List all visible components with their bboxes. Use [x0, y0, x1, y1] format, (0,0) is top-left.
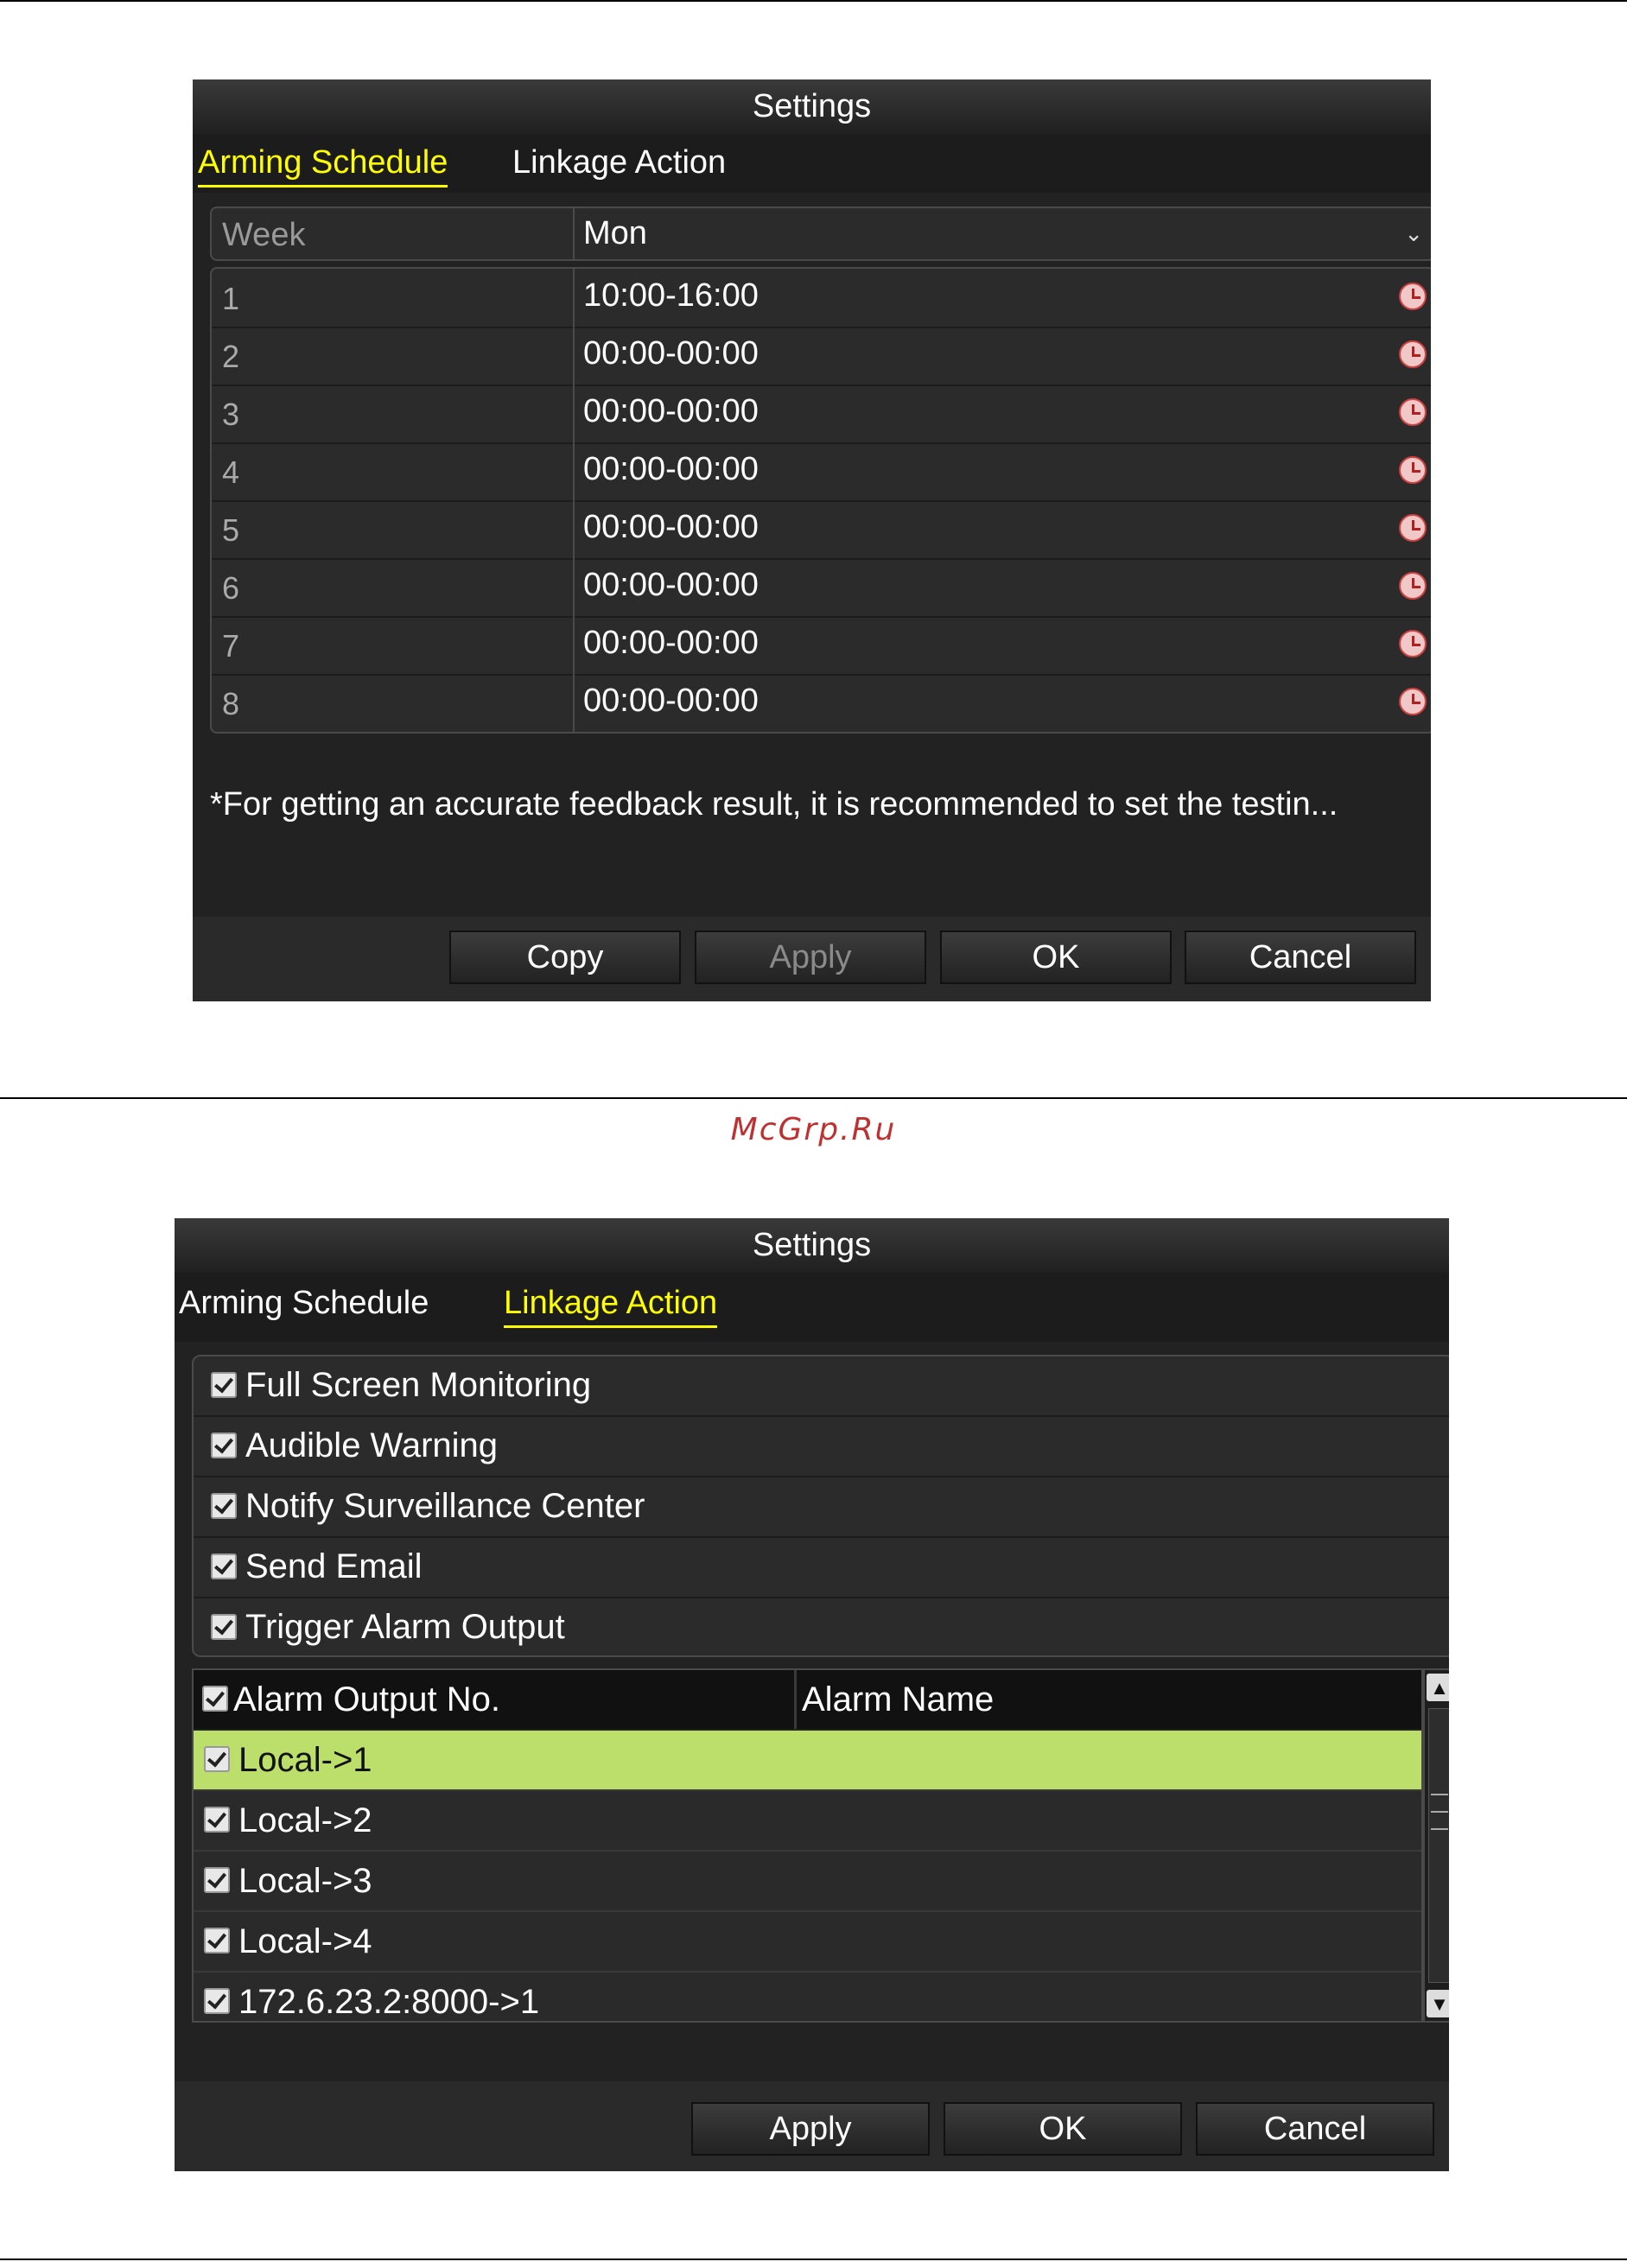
slot-index: 3	[222, 397, 240, 432]
action-label: Notify Surveillance Center	[245, 1487, 645, 1525]
slot-time-field[interactable]	[573, 674, 1431, 732]
schedule-slot-list	[210, 267, 1431, 734]
checkbox-checked-icon[interactable]	[211, 1614, 237, 1640]
checkbox-checked-icon[interactable]	[211, 1493, 237, 1519]
scroll-up-icon[interactable]: ▲	[1427, 1674, 1449, 1701]
table-row[interactable]	[194, 1791, 1421, 1852]
checkbox-checked-icon[interactable]	[204, 1928, 230, 1954]
scrollbar-track[interactable]	[1428, 1708, 1449, 1983]
slot-index: 5	[222, 512, 240, 548]
tab-bar	[193, 134, 1431, 193]
cancel-button[interactable]: Cancel	[1185, 931, 1416, 984]
settings-dialog-arming-schedule	[193, 79, 1431, 1001]
slot-time-field[interactable]	[573, 384, 1431, 442]
slot-time-field[interactable]	[573, 442, 1431, 500]
slot-index: 2	[222, 339, 240, 374]
scrollbar-thumb[interactable]	[1429, 1778, 1449, 1865]
schedule-slot-row	[212, 327, 1431, 386]
action-label: Send Email	[245, 1547, 423, 1585]
apply-button[interactable]: Apply	[691, 2102, 930, 2156]
slot-time-field[interactable]	[573, 500, 1431, 558]
action-full-screen-monitoring[interactable]	[194, 1356, 1449, 1417]
scroll-down-icon[interactable]: ▼	[1427, 1990, 1449, 2017]
table-row[interactable]	[194, 1731, 1421, 1791]
slot-index: 4	[222, 454, 240, 490]
slot-index: 8	[222, 686, 240, 721]
watermark-text: McGrp.Ru	[730, 1112, 897, 1147]
select-all-checkbox[interactable]	[202, 1686, 228, 1712]
top-page-rule	[0, 0, 1627, 2]
slot-time-field[interactable]	[573, 558, 1431, 616]
tab-arming-schedule[interactable]: Arming Schedule	[179, 1285, 429, 1321]
week-value: Mon	[583, 215, 647, 251]
action-trigger-alarm-output[interactable]	[194, 1598, 1449, 1657]
bottom-page-rule	[0, 2258, 1627, 2260]
action-label: Full Screen Monitoring	[245, 1366, 592, 1404]
tab-arming-schedule[interactable]: Arming Schedule	[198, 144, 448, 187]
checkbox-checked-icon[interactable]	[211, 1372, 237, 1398]
table-row[interactable]	[194, 1852, 1421, 1912]
slot-time-value: 00:00-00:00	[583, 683, 759, 719]
cancel-button[interactable]: Cancel	[1196, 2102, 1434, 2156]
table-header	[194, 1670, 1421, 1729]
checkbox-checked-icon[interactable]	[204, 1988, 230, 2014]
apply-button[interactable]: Apply	[695, 931, 926, 984]
action-label: Trigger Alarm Output	[245, 1608, 565, 1646]
clock-icon[interactable]	[1399, 514, 1427, 542]
dialog-title: Settings	[175, 1218, 1449, 1273]
slot-time-value: 00:00-00:00	[583, 393, 759, 429]
output-no-cell: Local->3	[238, 1862, 372, 1900]
copy-button[interactable]: Copy	[449, 931, 681, 984]
table-row[interactable]	[194, 1973, 1421, 2023]
schedule-slot-row	[212, 616, 1431, 676]
column-header-alarm-name-cell	[794, 1670, 1421, 1729]
slot-time-field[interactable]	[573, 269, 1431, 327]
ok-button[interactable]: OK	[944, 2102, 1182, 2156]
action-send-email[interactable]	[194, 1538, 1449, 1598]
checkbox-checked-icon[interactable]	[204, 1867, 230, 1893]
chevron-down-icon: ⌄	[1404, 220, 1423, 246]
table-row[interactable]	[194, 1912, 1421, 1973]
column-header-output-no: Alarm Output No.	[233, 1680, 501, 1718]
slot-time-field[interactable]	[573, 616, 1431, 674]
clock-icon[interactable]	[1399, 283, 1427, 310]
clock-icon[interactable]	[1399, 630, 1427, 658]
button-bar	[193, 917, 1431, 1001]
schedule-slot-row	[212, 558, 1431, 618]
checkbox-checked-icon[interactable]	[211, 1553, 237, 1579]
slot-time-value: 00:00-00:00	[583, 567, 759, 603]
tab-bar	[175, 1273, 1449, 1342]
slot-time-value: 10:00-16:00	[583, 277, 759, 314]
button-bar	[175, 2081, 1449, 2171]
schedule-slot-row	[212, 269, 1431, 328]
output-no-cell: Local->4	[238, 1922, 372, 1960]
checkbox-checked-icon[interactable]	[204, 1746, 230, 1772]
schedule-slot-row	[212, 442, 1431, 502]
slot-index: 1	[222, 281, 240, 316]
column-header-alarm-name: Alarm Name	[802, 1680, 995, 1718]
output-no-cell: Local->1	[238, 1741, 372, 1779]
week-dropdown[interactable]	[573, 208, 1431, 259]
slot-time-value: 00:00-00:00	[583, 509, 759, 545]
action-label: Audible Warning	[245, 1426, 499, 1464]
ok-button[interactable]: OK	[940, 931, 1172, 984]
linkage-action-list	[192, 1355, 1449, 1657]
tab-linkage-action[interactable]: Linkage Action	[504, 1285, 717, 1328]
slot-time-value: 00:00-00:00	[583, 335, 759, 372]
slot-time-value: 00:00-00:00	[583, 625, 759, 661]
clock-icon[interactable]	[1399, 688, 1427, 715]
schedule-slot-row	[212, 500, 1431, 560]
clock-icon[interactable]	[1399, 456, 1427, 484]
table-scrollbar[interactable]	[1423, 1668, 1449, 2023]
output-no-cell: 172.6.23.2:8000->1	[238, 1983, 540, 2021]
schedule-slot-row	[212, 674, 1431, 732]
schedule-slot-row	[212, 384, 1431, 444]
checkbox-checked-icon[interactable]	[211, 1433, 237, 1458]
output-no-cell: Local->2	[238, 1801, 372, 1839]
week-selector-row	[210, 206, 1431, 261]
dialog-title: Settings	[193, 79, 1431, 134]
alarm-output-table	[192, 1668, 1423, 2023]
slot-index: 6	[222, 570, 240, 606]
clock-icon[interactable]	[1399, 572, 1427, 600]
slot-time-value: 00:00-00:00	[583, 451, 759, 487]
tab-linkage-action[interactable]: Linkage Action	[512, 144, 727, 181]
testing-note: *For getting an accurate feedback result, it is recommended to set the testin...	[210, 786, 1338, 823]
settings-dialog-linkage-action	[175, 1218, 1449, 2171]
action-audible-warning[interactable]	[194, 1417, 1449, 1477]
clock-icon[interactable]	[1399, 398, 1427, 426]
slot-time-field[interactable]	[573, 327, 1431, 384]
clock-icon[interactable]	[1399, 340, 1427, 368]
action-notify-surveillance-center[interactable]	[194, 1477, 1449, 1538]
slot-index: 7	[222, 628, 240, 664]
week-label: Week	[222, 217, 306, 253]
middle-page-rule	[0, 1097, 1627, 1099]
checkbox-checked-icon[interactable]	[204, 1807, 230, 1833]
